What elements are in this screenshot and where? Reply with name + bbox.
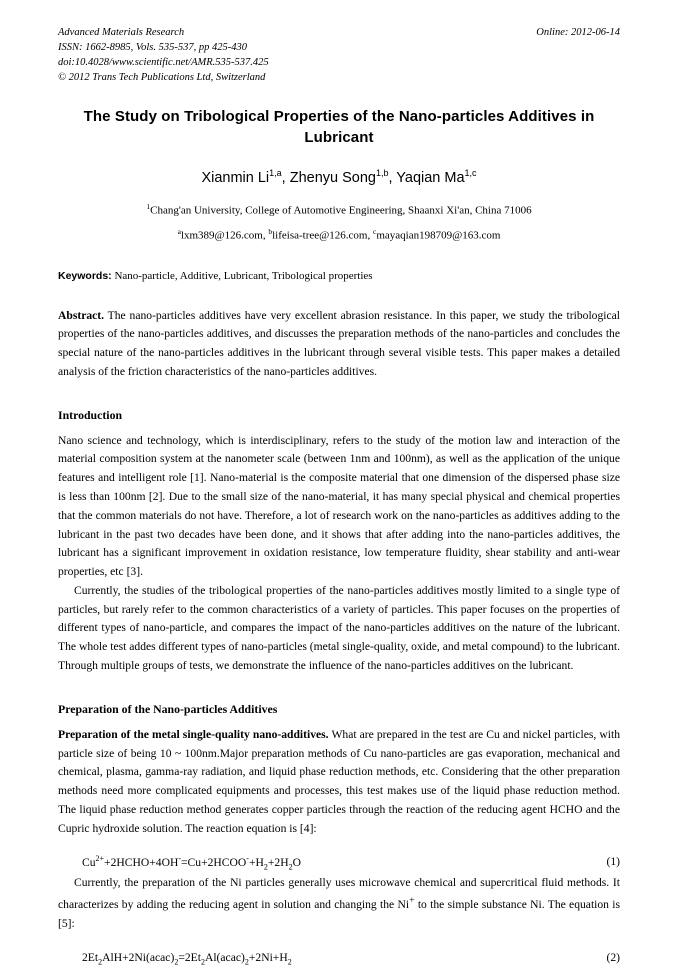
ni-ion-sup: + (409, 895, 415, 907)
author-2-sup: 1,b (375, 168, 389, 179)
author-1: Xianmin Li (201, 169, 270, 186)
journal-name: Advanced Materials Research (58, 27, 185, 38)
abstract-label: Abstract. (58, 308, 105, 322)
email-b-sup: b (268, 226, 273, 236)
email-a-sup: a (177, 226, 181, 236)
email-c: mayaqian198709@163.com (376, 229, 501, 242)
section-heading-preparation: Preparation of the Nano-particles Additives (58, 701, 278, 716)
page-title: The Study on Tribological Properties of the Nano-particles Additives in Lubricant (83, 107, 595, 147)
affiliation-sup: 1 (146, 201, 151, 211)
affiliation-text: Chang'an University, College of Automotive Engineering, Shaanxi Xi'an, China 71006 (150, 204, 532, 217)
equation-1-text: $Cu^{2+}+2HCHO+4OH^-=Cu+2HCOO^-+H_2+2H_2O$ (82, 854, 301, 872)
author-1-sup: 1,a (269, 168, 282, 179)
keywords-label: Keywords: (58, 270, 112, 283)
equation-2-text: $2Et_2AlH+2Ni(acac)_2=2Et_2Al(acac)_2+2Ni+H_2$ (82, 950, 292, 966)
paragraph-after-equation-1 (58, 874, 620, 933)
paragraph-after-equation-1-text: Currently, the preparation of the Ni particles generally uses microwave chemical and supercritical fluid methods. It characterizes by adding the reducing agent in solution and changing the Ni (58, 876, 620, 912)
equation-1-number: (1) (606, 855, 620, 869)
journal-doi: doi:10.4028/www.scientific.net/AMR.535-537.425 (58, 56, 269, 68)
email-b: lifeisa-tree@126.com, (272, 229, 373, 242)
preparation-paragraph-1 (58, 726, 620, 839)
author-list (58, 168, 620, 188)
preparation-runin-heading: Preparation of the metal single-quality nano-additives. (58, 727, 329, 741)
author-3: , Yaqian Ma (388, 169, 465, 186)
keywords-text: Nano-particle, Additive, Lubricant, Tribological properties (111, 270, 373, 283)
affiliation (58, 201, 620, 219)
equation-1 (58, 853, 620, 874)
author-2: , Zhenyu Song (281, 169, 376, 186)
journal-copyright: © 2012 Trans Tech Publications Ltd, Switzerland (58, 71, 266, 83)
author-3-sup: 1,c (464, 168, 477, 179)
online-date: Online: 2012-06-14 (536, 27, 620, 38)
abstract (58, 307, 620, 382)
email-c-sup: c (372, 226, 377, 236)
abstract-text: The nano-particles additives have very excellent abrasion resistance. In this paper, we study the tribological properties of the nano-particles additives, and discusses the preparation methods of the nano-particles and concludes the special nature of the nano-particles additives in the lubricant through several visible tests. This paper makes a detailed analysis of the friction characteristics of the nano-particles additives. (58, 308, 620, 378)
email-a: lxm389@126.com, (180, 229, 269, 242)
section-heading-introduction: Introduction (58, 407, 123, 422)
preparation-paragraph-1-text: What are prepared in the test are Cu and nickel particles, with particle size of being 10 ~ 100nm.Major preparation methods of Cu nano-particles are gas evaporation, mechanical and chemical, plasma, gamma-ray radiation, and liquid phase reduction methods, etc. Considering that the other preparation methods need more complicated equipments and processes, this test makes use of the liquid phase reduction method. The liquid phase reduction method generates copper particles through the reaction of the reducing agent HCHO and the Cupric hydroxide solution. The reaction equation is [4]: (58, 727, 620, 835)
introduction-paragraph-2: Currently, the studies of the tribological properties of the nano-particles additives mostly limited to a single type of particles, but rarely refer to the common characteristics of a variety of particles. This paper focuses on the properties of different types of nano-particle, and compares the impact of the nano-particles additives on the nature of the lubricant. The whole test addes different types of nano-particles (metal single-quality, oxide, and metal compound) to the lubricant. Through multiple groups of tests, we demonstrate the influence of the nano-particles additives on the lubricant. (58, 583, 620, 672)
email-list (58, 226, 620, 244)
equation-2-number: (2) (606, 950, 620, 964)
paragraph-after-equation-1-tail: to the simple substance Ni. The equation is [5]: (58, 898, 621, 930)
keywords (58, 269, 620, 284)
journal-header (58, 26, 620, 86)
journal-issn: ISSN: 1662-8985, Vols. 535-537, pp 425-430 (58, 41, 247, 53)
introduction-paragraph-1: Nano science and technology, which is interdisciplinary, refers to the study of the motion law and interaction of the material composition system at the nanometer scale (between 1nm and 100nm), as well as the application of the unique features and intelligent role [1]. Nano-material is the composite material that one dimension of the dispersed phase size is less than 100nm [2]. Due to the small size of the nano-material, it has many special physical and chemical properties that the common materials do not have. Therefore, a lot of research work on the nano-particles as additives adding to the lubricant in the past two decades have been done, and it shows that after adding into the nano-particles additives, the lubricant has a significant improvement in oxidation resistance, low temperature fluidity, shear stability and anti-wear properties, etc [3]. (58, 433, 620, 579)
